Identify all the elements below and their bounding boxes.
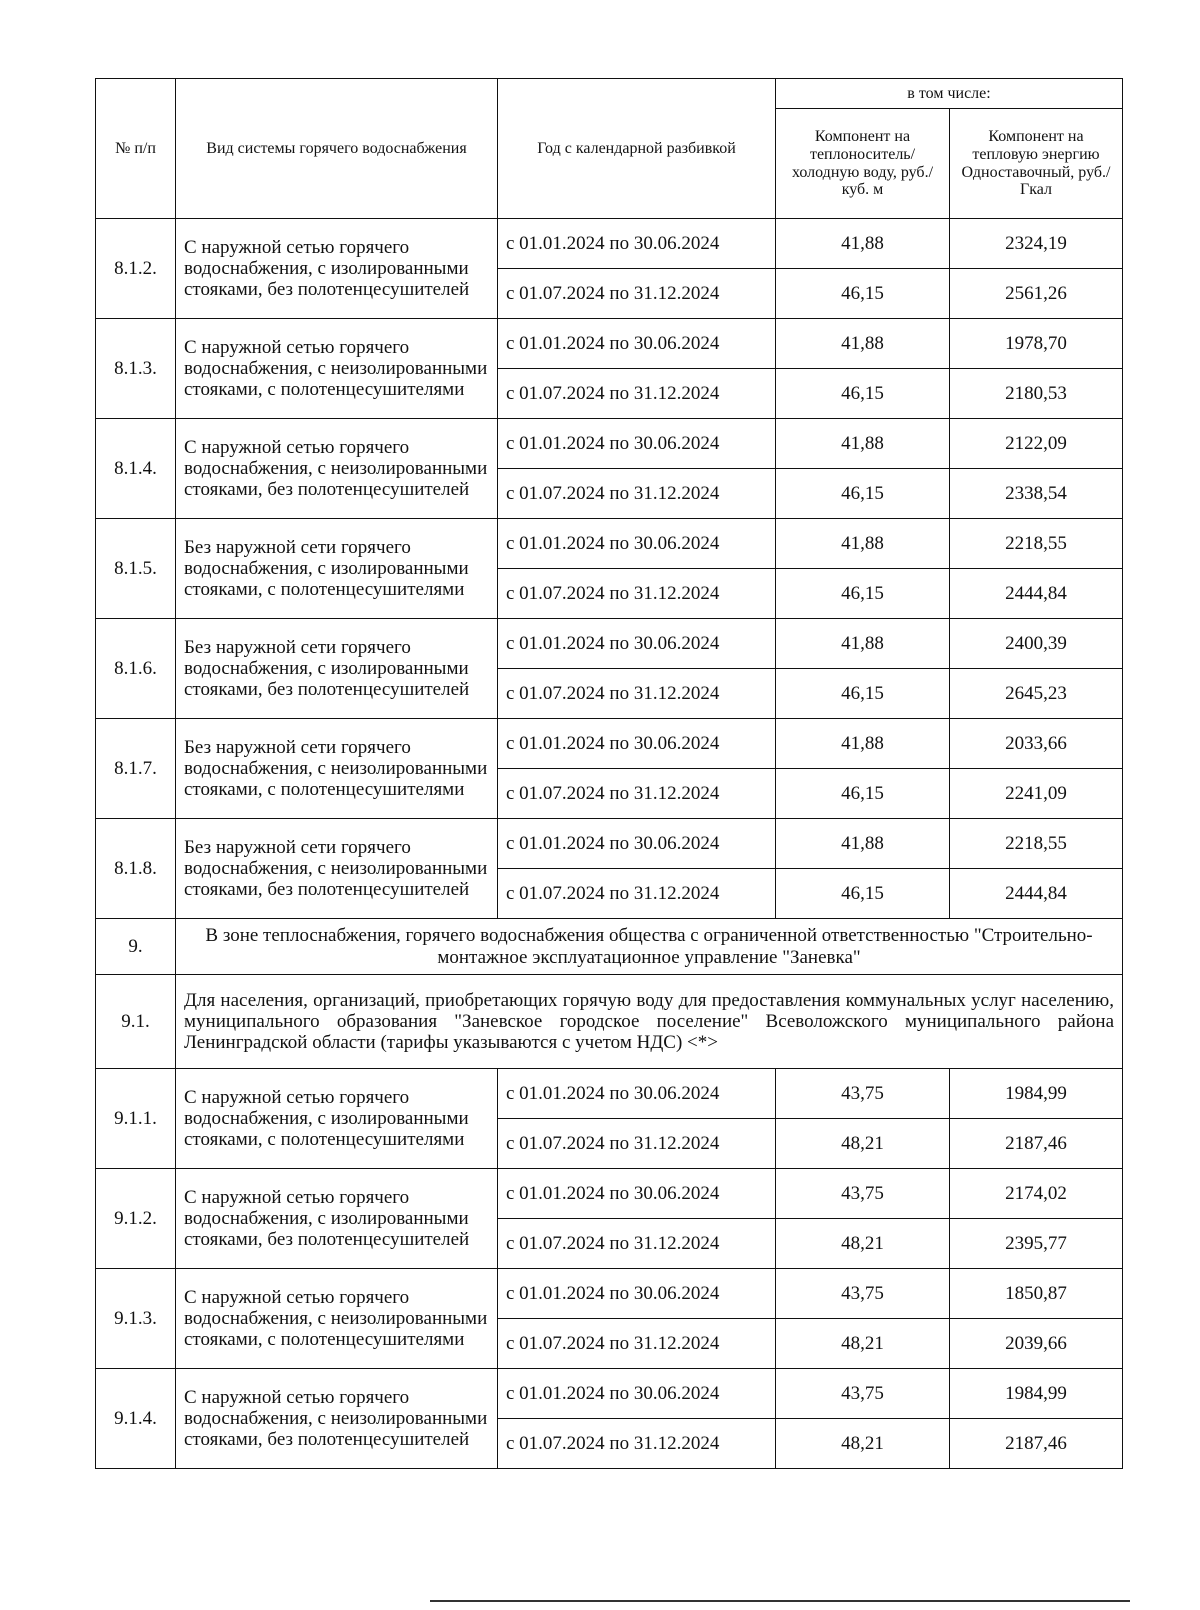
subsection-title: Для населения, организаций, приобретающих горячую воду для предоставления коммунальных услуг населению, муниципального образования "Заневское городское поселение" Всеволожского муниципального района Ленинградской области (тарифы указываются с учетом НДС) <*> (176, 975, 1123, 1069)
row-comp-water: 41,88 (776, 219, 950, 269)
row-comp-water: 43,75 (776, 1369, 950, 1419)
row-number: 8.1.8. (96, 819, 176, 919)
row-number: 8.1.3. (96, 319, 176, 419)
row-comp-heat: 2033,66 (950, 719, 1123, 769)
row-comp-water: 41,88 (776, 619, 950, 669)
row-period: с 01.01.2024 по 30.06.2024 (498, 419, 776, 469)
row-comp-heat: 2561,26 (950, 269, 1123, 319)
tariff-table (95, 78, 1123, 1469)
row-comp-water: 46,15 (776, 669, 950, 719)
section-title: В зоне теплоснабжения, горячего водоснабжения общества с ограниченной ответственностью "Строительно-монтажное эксплуатационное управление "Заневка" (176, 919, 1123, 975)
row-comp-water: 46,15 (776, 769, 950, 819)
row-comp-heat: 2395,77 (950, 1219, 1123, 1269)
table-row (96, 519, 1123, 569)
row-kind: С наружной сетью горячего водоснабжения, с неизолированными стояками, с полотенцесушителями (176, 1269, 498, 1369)
table-row (96, 1069, 1123, 1119)
row-comp-heat: 2645,23 (950, 669, 1123, 719)
row-kind: С наружной сетью горячего водоснабжения, с неизолированными стояками, с полотенцесушителями (176, 319, 498, 419)
row-period: с 01.07.2024 по 31.12.2024 (498, 769, 776, 819)
header-kind: Вид системы горячего водоснабжения (176, 79, 498, 219)
row-kind: С наружной сетью горячего водоснабжения, с неизолированными стояками, без полотенцесушителей (176, 1369, 498, 1469)
header-group: в том числе: (776, 79, 1123, 109)
row-period: с 01.01.2024 по 30.06.2024 (498, 1269, 776, 1319)
row-comp-water: 48,21 (776, 1419, 950, 1469)
row-comp-heat: 1984,99 (950, 1069, 1123, 1119)
row-comp-water: 46,15 (776, 369, 950, 419)
header-comp-water: Компонент на теплоноситель/ холодную воду, руб./куб. м (776, 109, 950, 219)
row-number: 9.1.1. (96, 1069, 176, 1169)
row-comp-heat: 2324,19 (950, 219, 1123, 269)
section-row (96, 919, 1123, 975)
row-comp-heat: 2338,54 (950, 469, 1123, 519)
table-row (96, 819, 1123, 869)
row-comp-heat: 1978,70 (950, 319, 1123, 369)
row-comp-heat: 2400,39 (950, 619, 1123, 669)
row-comp-water: 48,21 (776, 1219, 950, 1269)
row-number: 9.1.2. (96, 1169, 176, 1269)
row-period: с 01.01.2024 по 30.06.2024 (498, 1069, 776, 1119)
row-comp-water: 41,88 (776, 819, 950, 869)
row-number: 8.1.7. (96, 719, 176, 819)
subsection-number: 9.1. (96, 975, 176, 1069)
row-kind: С наружной сетью горячего водоснабжения, с изолированными стояками, без полотенцесушителей (176, 1169, 498, 1269)
row-period: с 01.07.2024 по 31.12.2024 (498, 269, 776, 319)
row-period: с 01.07.2024 по 31.12.2024 (498, 1419, 776, 1469)
row-comp-heat: 2180,53 (950, 369, 1123, 419)
row-comp-heat: 1850,87 (950, 1269, 1123, 1319)
row-number: 8.1.6. (96, 619, 176, 719)
row-comp-water: 41,88 (776, 419, 950, 469)
row-kind: Без наружной сети горячего водоснабжения, с неизолированными стояками, без полотенцесушителей (176, 819, 498, 919)
table-row (96, 619, 1123, 669)
row-comp-water: 43,75 (776, 1169, 950, 1219)
table-row (96, 719, 1123, 769)
row-comp-water: 41,88 (776, 319, 950, 369)
row-period: с 01.07.2024 по 31.12.2024 (498, 1119, 776, 1169)
table-row (96, 1269, 1123, 1319)
table-row (96, 319, 1123, 369)
row-comp-heat: 1984,99 (950, 1369, 1123, 1419)
subsection-row (96, 975, 1123, 1069)
row-period: с 01.01.2024 по 30.06.2024 (498, 219, 776, 269)
row-number: 9.1.4. (96, 1369, 176, 1469)
row-number: 9.1.3. (96, 1269, 176, 1369)
section-number: 9. (96, 919, 176, 975)
row-period: с 01.07.2024 по 31.12.2024 (498, 1319, 776, 1369)
row-kind: Без наружной сети горячего водоснабжения, с изолированными стояками, без полотенцесушителей (176, 619, 498, 719)
row-kind: Без наружной сети горячего водоснабжения, с неизолированными стояками, с полотенцесушителями (176, 719, 498, 819)
row-period: с 01.01.2024 по 30.06.2024 (498, 819, 776, 869)
row-comp-water: 41,88 (776, 719, 950, 769)
row-comp-water: 46,15 (776, 269, 950, 319)
row-period: с 01.07.2024 по 31.12.2024 (498, 369, 776, 419)
row-number: 8.1.4. (96, 419, 176, 519)
row-kind: Без наружной сети горячего водоснабжения, с изолированными стояками, с полотенцесушителями (176, 519, 498, 619)
row-comp-heat: 2039,66 (950, 1319, 1123, 1369)
row-comp-heat: 2218,55 (950, 819, 1123, 869)
header-period: Год с календарной разбивкой (498, 79, 776, 219)
row-period: с 01.07.2024 по 31.12.2024 (498, 1219, 776, 1269)
table-row (96, 419, 1123, 469)
row-comp-heat: 2187,46 (950, 1119, 1123, 1169)
header-num: № п/п (96, 79, 176, 219)
row-kind: С наружной сетью горячего водоснабжения, с изолированными стояками, с полотенцесушителями (176, 1069, 498, 1169)
row-period: с 01.01.2024 по 30.06.2024 (498, 1369, 776, 1419)
row-comp-water: 46,15 (776, 869, 950, 919)
row-comp-heat: 2218,55 (950, 519, 1123, 569)
row-comp-heat: 2241,09 (950, 769, 1123, 819)
row-kind: С наружной сетью горячего водоснабжения, с изолированными стояками, без полотенцесушителей (176, 219, 498, 319)
row-period: с 01.01.2024 по 30.06.2024 (498, 1169, 776, 1219)
row-comp-water: 43,75 (776, 1269, 950, 1319)
row-comp-water: 48,21 (776, 1319, 950, 1369)
row-period: с 01.07.2024 по 31.12.2024 (498, 869, 776, 919)
row-comp-heat: 2187,46 (950, 1419, 1123, 1469)
row-comp-water: 41,88 (776, 519, 950, 569)
header-comp-heat: Компонент на тепловую энергию Одноставочный, руб./Гкал (950, 109, 1123, 219)
row-period: с 01.01.2024 по 30.06.2024 (498, 519, 776, 569)
table-row (96, 219, 1123, 269)
table-row (96, 1369, 1123, 1419)
row-period: с 01.07.2024 по 31.12.2024 (498, 569, 776, 619)
row-comp-heat: 2174,02 (950, 1169, 1123, 1219)
row-comp-heat: 2444,84 (950, 869, 1123, 919)
row-number: 8.1.5. (96, 519, 176, 619)
row-comp-water: 46,15 (776, 569, 950, 619)
row-comp-water: 43,75 (776, 1069, 950, 1119)
table-body-8 (96, 219, 1123, 1469)
row-comp-water: 46,15 (776, 469, 950, 519)
table-row (96, 1169, 1123, 1219)
scan-edge-line (430, 1600, 1130, 1602)
row-comp-water: 48,21 (776, 1119, 950, 1169)
row-period: с 01.01.2024 по 30.06.2024 (498, 619, 776, 669)
row-comp-heat: 2122,09 (950, 419, 1123, 469)
row-number: 8.1.2. (96, 219, 176, 319)
row-period: с 01.07.2024 по 31.12.2024 (498, 469, 776, 519)
row-kind: С наружной сетью горячего водоснабжения, с неизолированными стояками, без полотенцесушителей (176, 419, 498, 519)
row-period: с 01.01.2024 по 30.06.2024 (498, 319, 776, 369)
row-comp-heat: 2444,84 (950, 569, 1123, 619)
row-period: с 01.01.2024 по 30.06.2024 (498, 719, 776, 769)
row-period: с 01.07.2024 по 31.12.2024 (498, 669, 776, 719)
